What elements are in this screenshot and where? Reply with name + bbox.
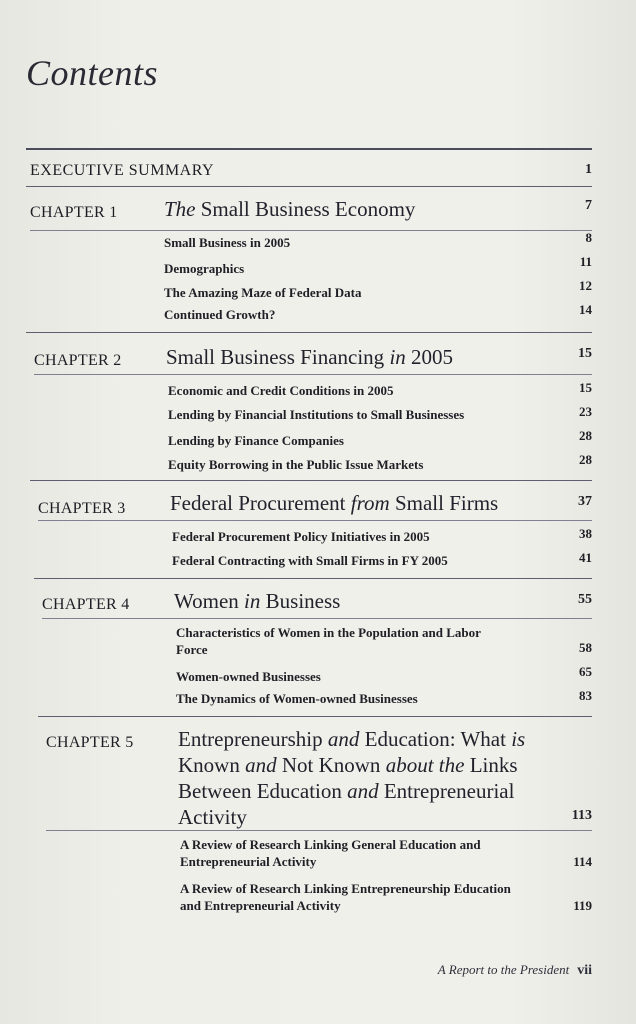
chapter-4-section-2: Women-owned Businesses bbox=[176, 669, 321, 684]
chapter-4-rule bbox=[42, 618, 592, 619]
chapter-2-section-3-page: 28 bbox=[579, 428, 592, 443]
chapter-4-section-1: Characteristics of Women in the Population and Labor Force bbox=[176, 625, 481, 657]
page-footer bbox=[438, 962, 592, 979]
chapter-title-part: Federal Procurement bbox=[170, 491, 351, 515]
chapter-title-part: and bbox=[327, 727, 360, 751]
chapter-5-section-1-page: 114 bbox=[573, 854, 592, 869]
chapter-1-section-2: Demographics bbox=[164, 261, 245, 276]
chapter-title-part: 2005 bbox=[405, 345, 454, 369]
chapter-2-section-1: Economic and Credit Conditions in 2005 bbox=[168, 383, 394, 398]
chapter-2-section-2-page: 23 bbox=[579, 404, 592, 419]
chapter-5-section-1: A Review of Research Linking General Education and Entrepreneurial Activity bbox=[180, 837, 481, 869]
footer-text: A Report to the President bbox=[437, 962, 570, 977]
chapter-5-label: CHAPTER 5 bbox=[46, 734, 134, 751]
chapter-3-section-2: Federal Contracting with Small Firms in FY 2005 bbox=[172, 553, 448, 568]
chapter-title-part: Links Between Education bbox=[178, 753, 518, 803]
chapter-2-section-4-page: 28 bbox=[579, 452, 592, 467]
chapter-2-section-1-page: 15 bbox=[579, 380, 592, 395]
chapter-title-part: Education: What bbox=[359, 727, 512, 751]
chapter-title-part: Small Firms bbox=[389, 491, 499, 515]
chapter-title-part: is bbox=[511, 727, 526, 751]
chapter-1-label: CHAPTER 1 bbox=[30, 204, 118, 221]
chapter-title-part: The bbox=[164, 197, 196, 221]
chapter-title-part: in bbox=[389, 345, 406, 369]
chapter-title-part: Not Known bbox=[276, 753, 386, 777]
chapter-4-label: CHAPTER 4 bbox=[42, 596, 130, 613]
chapter-1-section-2-page: 11 bbox=[579, 254, 592, 269]
chapter-4-section-3: The Dynamics of Women-owned Businesses bbox=[176, 691, 418, 706]
chapter-4-section-3-page: 83 bbox=[579, 688, 592, 703]
chapter-title-part: about the bbox=[385, 753, 465, 777]
chapter-4-page: 55 bbox=[578, 592, 592, 607]
chapter-title-part: and bbox=[245, 753, 277, 777]
chapter-3-section-1-page: 38 bbox=[579, 526, 592, 541]
chapter-2-label: CHAPTER 2 bbox=[34, 352, 122, 369]
chapter-2-rule bbox=[34, 374, 592, 375]
chapter-1-title bbox=[164, 196, 415, 222]
chapter-5-page: 113 bbox=[571, 808, 592, 823]
top-rule bbox=[26, 148, 592, 150]
chapter-2-section-2: Lending by Financial Institutions to Small Businesses bbox=[168, 407, 465, 422]
chapter-2-page: 15 bbox=[578, 346, 592, 361]
chapter-title-part: in bbox=[244, 589, 261, 613]
chapter-1-section-3: The Amazing Maze of Federal Data bbox=[164, 285, 362, 300]
chapter-2-section-4: Equity Borrowing in the Public Issue Markets bbox=[168, 457, 424, 472]
chapter-title-part: Women bbox=[174, 589, 245, 613]
chapter-5-section-2-page: 119 bbox=[573, 898, 592, 913]
chapter-1-section-1: Small Business in 2005 bbox=[164, 235, 291, 250]
chapter-1-page: 7 bbox=[585, 198, 592, 213]
chapter-title-part: Entrepreneurial Activity bbox=[178, 779, 515, 829]
chapter-4-top-rule bbox=[34, 578, 592, 579]
chapter-3-title bbox=[170, 490, 498, 516]
footer-page-number: vii bbox=[577, 963, 592, 978]
chapter-title-part: Known bbox=[178, 753, 246, 777]
chapter-title-part: from bbox=[350, 491, 390, 515]
chapter-1-section-3-page: 12 bbox=[579, 278, 592, 293]
chapter-3-section-1: Federal Procurement Policy Initiatives in 2005 bbox=[172, 529, 430, 544]
chapter-3-page: 37 bbox=[578, 494, 592, 509]
chapter-1-section-1-page: 8 bbox=[585, 230, 592, 245]
chapter-3-section-2-page: 41 bbox=[579, 550, 592, 565]
chapter-title-part: and bbox=[347, 779, 379, 803]
chapter-4-section-1-page: 58 bbox=[579, 640, 592, 655]
chapter-3-rule bbox=[38, 520, 592, 521]
chapter-3-label: CHAPTER 3 bbox=[38, 500, 126, 517]
chapter-1-rule bbox=[30, 230, 592, 231]
executive-summary-label: EXECUTIVE SUMMARY bbox=[30, 162, 215, 179]
chapter-4-title bbox=[174, 588, 340, 614]
chapter-2-section-3: Lending by Finance Companies bbox=[168, 433, 344, 448]
chapter-5-top-rule bbox=[38, 716, 592, 717]
chapter-1-section-4: Continued Growth? bbox=[164, 307, 276, 322]
chapter-title-part: Entrepreneurship bbox=[178, 727, 328, 751]
chapter-2-title bbox=[166, 344, 453, 370]
executive-summary-page: 1 bbox=[585, 162, 592, 177]
chapter-title-part: Small Business Financing bbox=[166, 345, 390, 369]
chapter-2-top-rule bbox=[26, 332, 592, 333]
chapter-5-rule bbox=[46, 830, 592, 831]
page-title: Contents bbox=[26, 53, 159, 93]
executive-summary-rule bbox=[26, 186, 592, 187]
chapter-4-section-2-page: 65 bbox=[579, 664, 592, 679]
chapter-5-section-2: A Review of Research Linking Entrepreneurship Education and Entrepreneurial Activity bbox=[180, 881, 511, 913]
chapter-title-part: Small Business Economy bbox=[195, 197, 416, 221]
chapter-1-section-4-page: 14 bbox=[579, 302, 592, 317]
chapter-5-title bbox=[178, 726, 558, 830]
chapter-3-top-rule bbox=[30, 480, 592, 481]
chapter-title-part: Business bbox=[260, 589, 341, 613]
